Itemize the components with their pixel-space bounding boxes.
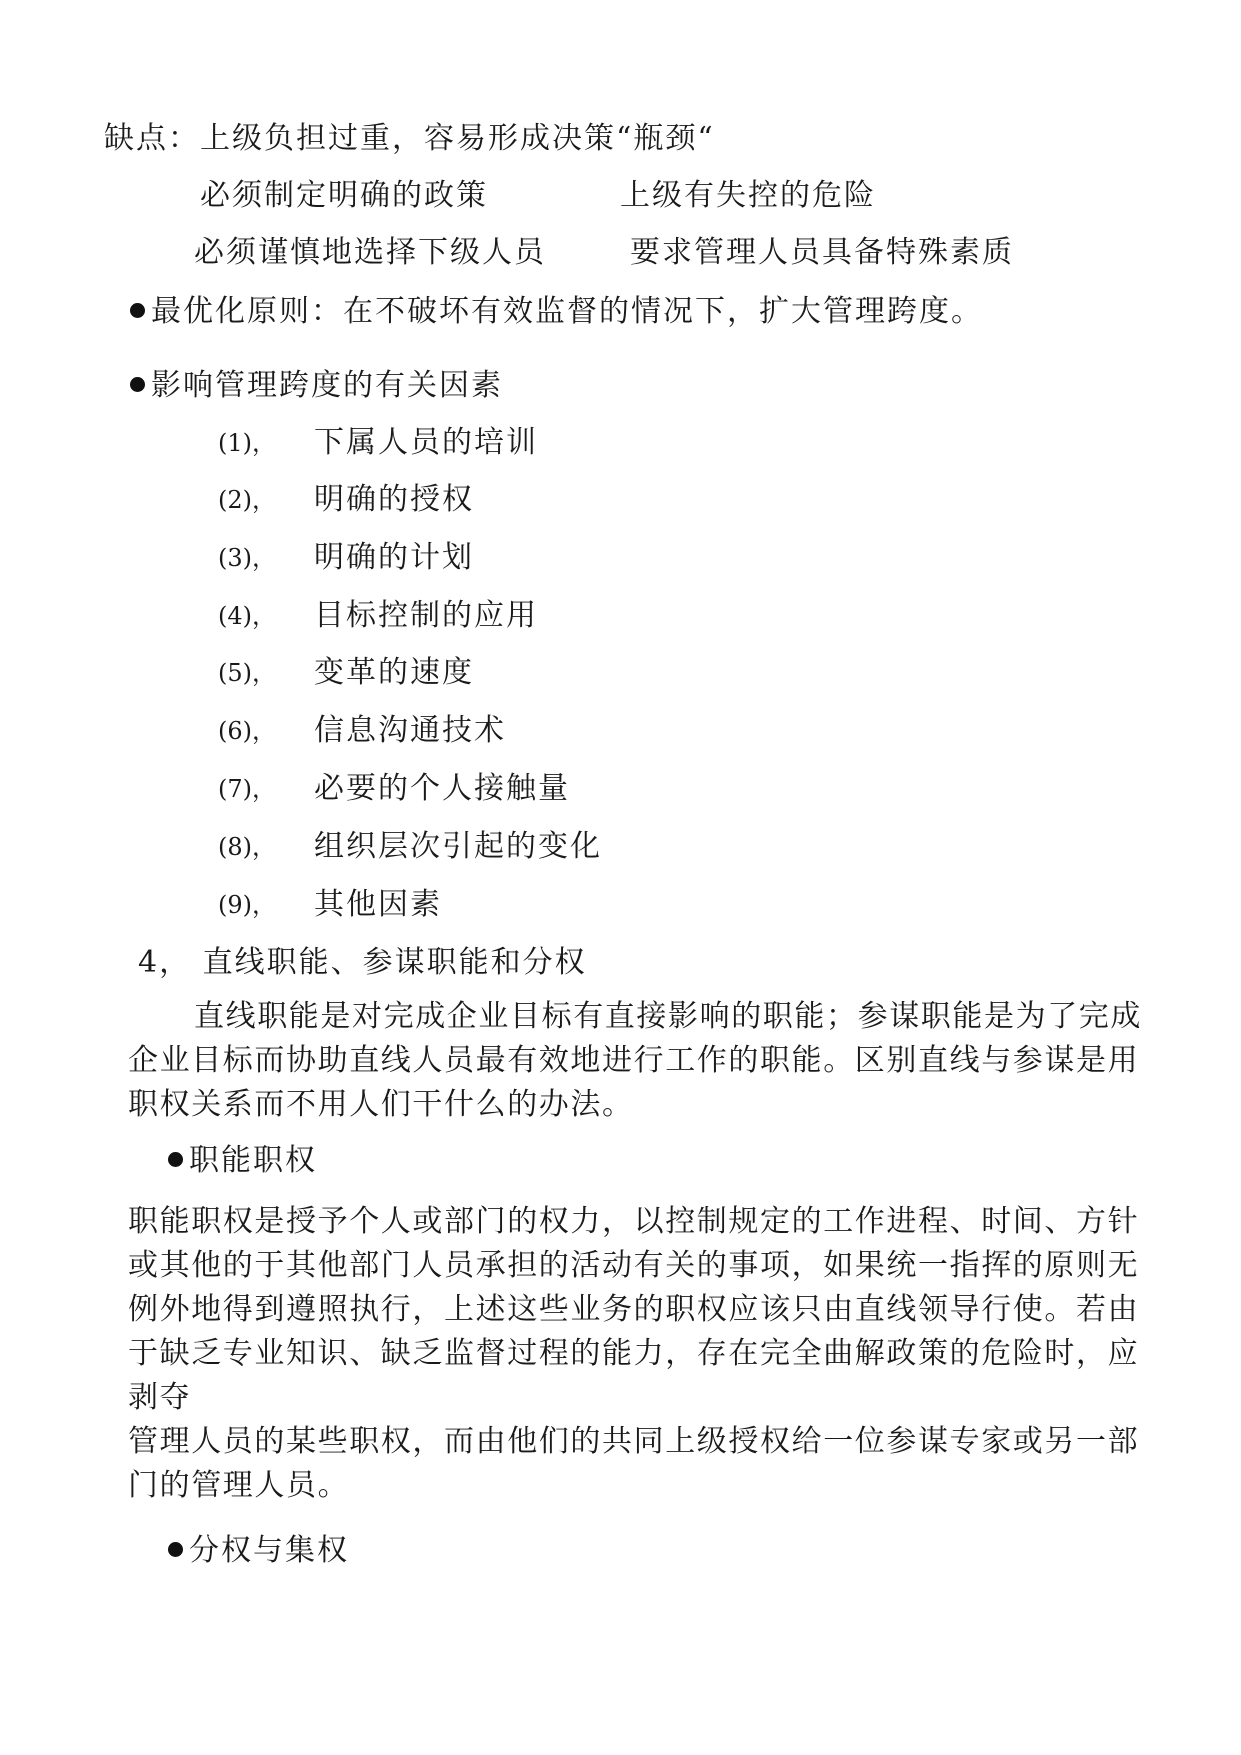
factor-number: (2)， (218, 486, 276, 514)
factors-heading-text: 影响管理跨度的有关因素 (151, 368, 503, 403)
drawbacks-line: 缺点：上级负担过重，容易形成决策“瓶颈“ (104, 121, 715, 156)
special-quality-text: 要求管理人员具备特殊素质 (630, 235, 1014, 270)
functional-paragraph-line: 于缺乏专业知识、缺乏监督过程的能力，存在完全曲解政策的危险时，应 (128, 1336, 1140, 1371)
functional-authority-title: 职能职权 (189, 1143, 317, 1178)
factor-text: 其他因素 (314, 887, 442, 922)
functional-paragraph-line: 例外地得到遵照执行，上述这些业务的职权应该只由直线领导行使。若由 (128, 1292, 1140, 1327)
factor-number: (8)， (218, 833, 276, 861)
section-4-paragraph-line: 企业目标而协助直线人员最有效地进行工作的职能。区别直线与参谋是用 (128, 1043, 1140, 1078)
bullet-icon (130, 303, 145, 318)
bullet-icon (130, 377, 145, 392)
section-4-heading: 4， 直线职能、参谋职能和分权 (138, 945, 587, 980)
functional-paragraph-line: 门的管理人员。 (128, 1468, 350, 1503)
functional-authority-heading (168, 1143, 317, 1179)
functional-paragraph-line: 剥夺 (128, 1380, 192, 1415)
section-4-paragraph-line: 职权关系而不用人们干什么的办法。 (128, 1087, 634, 1122)
factor-number: (6)， (218, 717, 276, 745)
factor-text: 明确的授权 (314, 482, 474, 517)
optimize-principle (130, 294, 983, 330)
factors-heading (130, 368, 503, 404)
section-4-paragraph-line: 直线职能是对完成企业目标有直接影响的职能；参谋职能是为了完成 (194, 999, 1142, 1034)
optimize-principle-text: 最优化原则：在不破坏有效监督的情况下，扩大管理跨度。 (151, 294, 983, 329)
factor-number: (1)， (218, 429, 276, 457)
functional-paragraph-line: 或其他的于其他部门人员承担的活动有关的事项，如果统一指挥的原则无 (128, 1248, 1140, 1283)
factor-number: (5)， (218, 659, 276, 687)
select-subordinates-text: 必须谨慎地选择下级人员 (194, 235, 546, 270)
loss-of-control-text: 上级有失控的危险 (620, 178, 876, 213)
decentralization-title: 分权与集权 (189, 1533, 349, 1568)
factor-number: (9)， (218, 891, 276, 919)
factor-text: 下属人员的培训 (314, 425, 538, 460)
factor-text: 明确的计划 (314, 540, 474, 575)
functional-paragraph-line: 管理人员的某些职权，而由他们的共同上级授权给一位参谋专家或另一部 (128, 1424, 1140, 1459)
factor-text: 信息沟通技术 (314, 713, 506, 748)
factor-number: (3)， (218, 544, 276, 572)
decentralization-heading (168, 1533, 349, 1569)
functional-paragraph-line: 职能职权是授予个人或部门的权力，以控制规定的工作进程、时间、方针 (128, 1204, 1140, 1239)
factor-text: 组织层次引起的变化 (314, 829, 602, 864)
bullet-icon (168, 1542, 183, 1557)
factor-number: (7)， (218, 775, 276, 803)
factor-number: (4)， (218, 602, 276, 630)
factor-text: 变革的速度 (314, 655, 474, 690)
factor-text: 目标控制的应用 (314, 598, 538, 633)
factor-text: 必要的个人接触量 (314, 771, 570, 806)
policy-text: 必须制定明确的政策 (200, 178, 488, 213)
bullet-icon (168, 1152, 183, 1167)
